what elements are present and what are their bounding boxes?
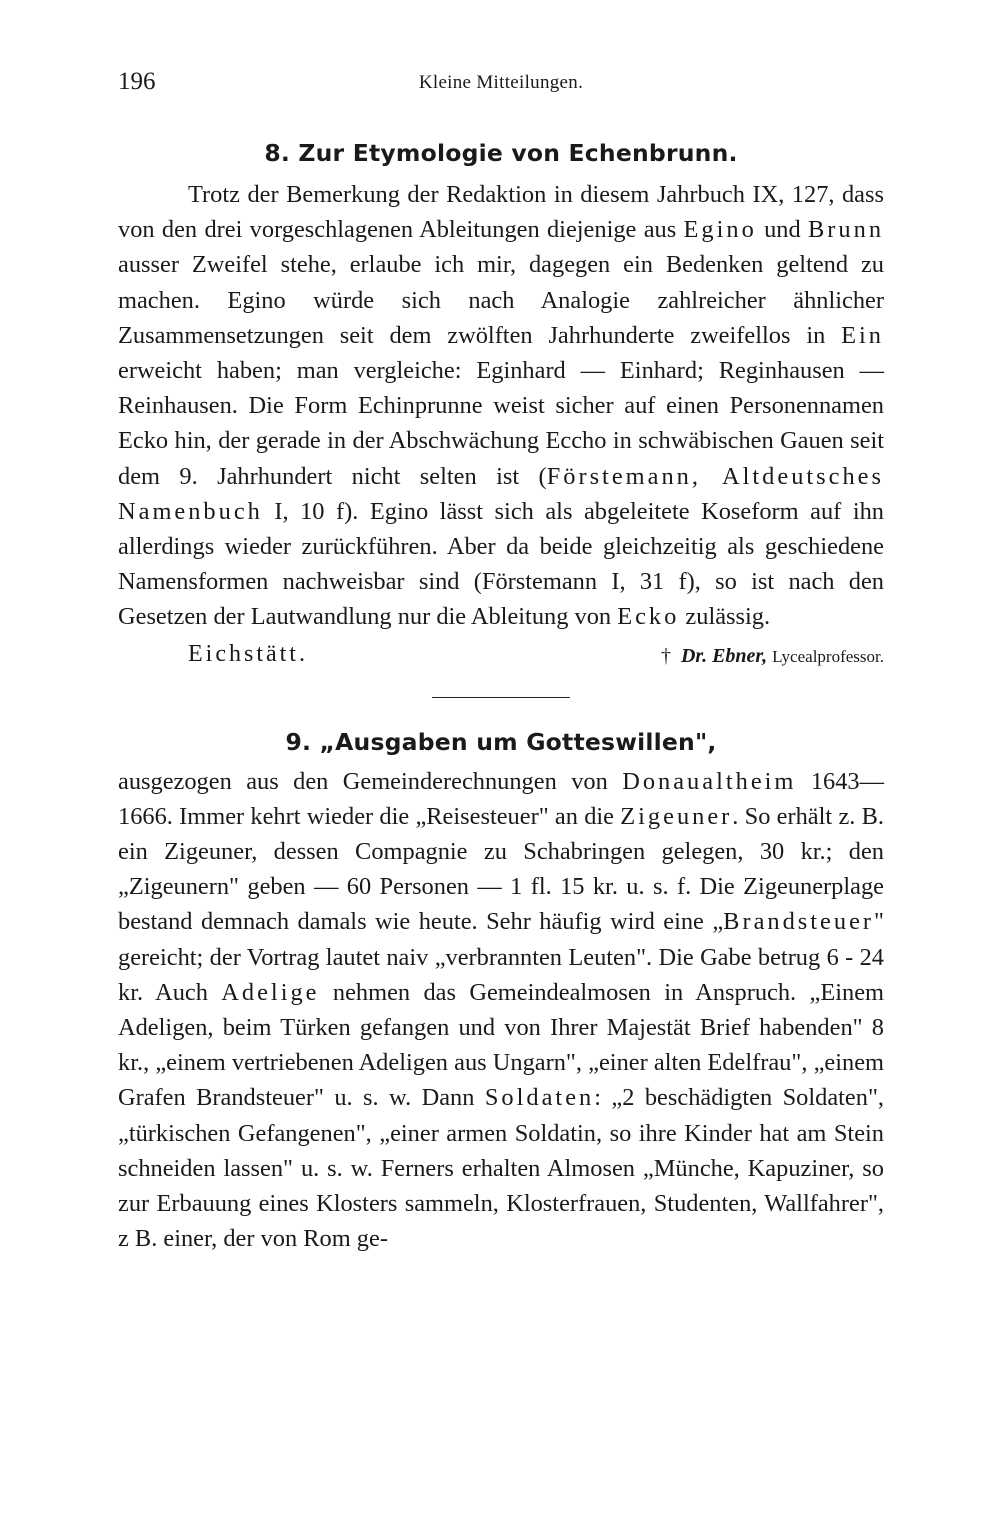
spaced-name: Donaualtheim <box>622 767 797 795</box>
signature-place: Eichstätt. <box>188 640 308 667</box>
text-run: erweicht haben; man vergleiche: Eginhard — Einhard; Reginhausen — Reinhausen. Die Form Echinprunne weist sicher auf einen Personennamen Ecko hin, der gerade in der Abschwächung Eccho in schwäbischen Gauen seit dem 9. Jahrhundert nicht selten ist ( <box>118 357 884 490</box>
spaced-name: Ecko <box>617 603 680 631</box>
author-name: Dr. Ebner, <box>680 644 768 667</box>
text-run: ausser Zweifel stehe, erlaube ich mir, dagegen ein Bedenken geltend zu machen. Egino würde sich nach Analogie zahlreicher ähnlicher Zusammensetzungen seit dem zwölften Jahrhunderte zweifellos in <box>118 251 884 349</box>
spaced-name: Brunn <box>808 216 885 244</box>
spaced-name: Ein <box>841 321 884 349</box>
section-9-paragraph <box>118 764 884 1257</box>
signature-line <box>118 641 884 676</box>
text-run: nehmen das Gemeindealmosen in Anspruch. „Einem Adeligen, beim Türken gefangen und von Ihrer Majestät Brief habenden" 8 kr., „einem vertriebenen Adeligen aus Ungarn", „einer alten Edelfrau", „einem Grafen Brandsteuer" u. s. w. Dann <box>118 978 885 1112</box>
spaced-name: Zigeuner <box>620 802 733 830</box>
text-run: und <box>756 216 809 244</box>
author-role: Lycealprofessor. <box>772 646 884 666</box>
text-run: . So erhält z. B. ein Zigeuner, dessen Compagnie zu Schabringen gelegen, 30 kr.; den „Zigeunern" geben — 60 Personen — 1 fl. 15 kr. u. s. f. Die Zigeunerplage bestand demnach damals wie heute. Sehr häufig wird eine „ <box>118 802 884 936</box>
running-title: Kleine Mitteilungen. <box>418 72 584 93</box>
running-head <box>118 62 884 102</box>
text-run: " gereicht; der Vortrag lautet naiv „verbrannten Leuten". Die Gabe betrug 6 - 24 kr. Auch <box>118 908 884 1006</box>
spaced-name: Brandsteuer <box>723 908 875 936</box>
book-page <box>118 62 884 1256</box>
signature-author <box>661 645 884 668</box>
spaced-name: Adelige <box>221 978 320 1006</box>
text-run: zulässig. <box>679 603 771 631</box>
text-run: : „2 beschädigten Soldaten", „türkischen Gefangenen", „einer armen Soldatin, so ihre Kinder hat am Stein schneiden lassen" u. s. w. Ferners erhalten Almosen „Münche, Kapuziner, so zur Erbauung eines Klosters sammeln, Klosterfrauen, Studenten, Wallfahrer", z B. einer, der von Rom ge- <box>118 1084 885 1253</box>
spaced-name: Egino <box>683 216 757 244</box>
section-8-paragraph <box>118 177 884 635</box>
spaced-citation: Förstemann, Altdeutsches Namenbuch <box>118 462 884 525</box>
text-run: ausgezogen aus den Gemeinderechnungen von <box>118 767 623 795</box>
text-run: 1643—1666. Immer kehrt wieder die „Reisesteuer" an die <box>118 767 885 830</box>
section-divider <box>432 697 570 698</box>
page-number: 196 <box>118 68 156 95</box>
spaced-name: Soldaten <box>484 1084 595 1112</box>
dagger-mark: † <box>660 644 671 667</box>
text-run: I, 10 f). Egino lässt sich als abgeleitete Koseform auf ihn allerdings wieder zurückführen. Aber da beide gleichzeitig als geschiedene Namensformen nachweisbar sind (Förstemann I, 31 f), so ist nach den Gesetzen der Lautwandlung nur die Ableitung von <box>118 497 884 631</box>
section-9-title: 9. „Ausgaben um Gotteswillen", <box>285 727 717 756</box>
text-run: Trotz der Bemerkung der Redaktion in diesem Jahrbuch IX, 127, dass von den drei vorgeschlagenen Ableitungen diejenige aus <box>118 181 884 244</box>
section-8-title: 8. Zur Etymologie von Echenbrunn. <box>264 139 738 167</box>
